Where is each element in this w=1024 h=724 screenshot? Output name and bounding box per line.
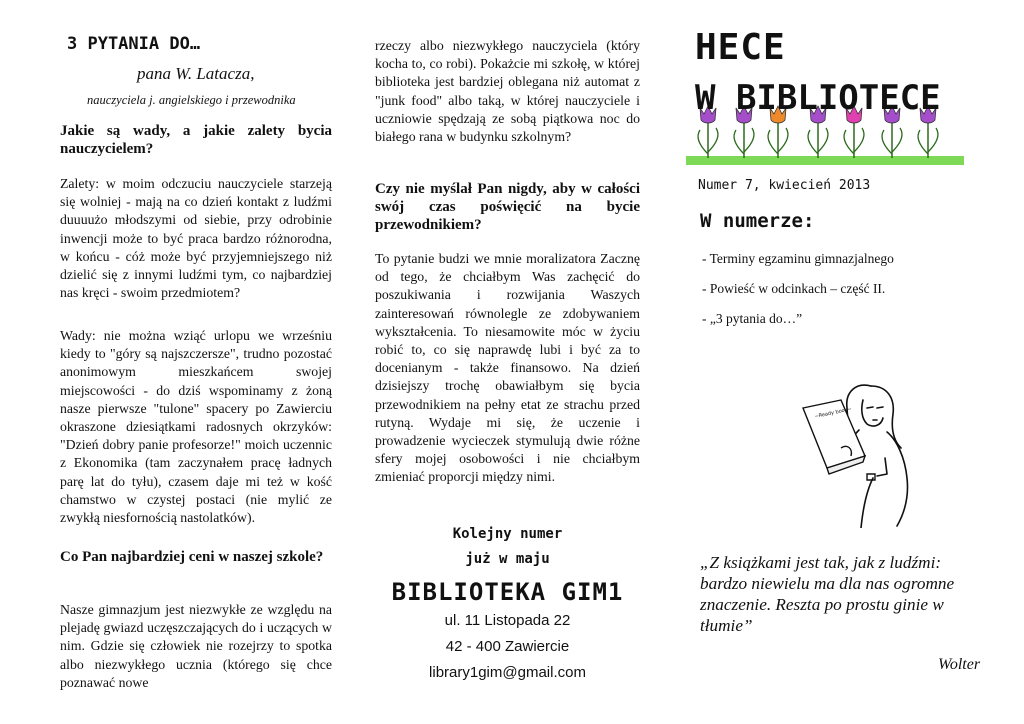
- masthead-title-line2: W BIBLIOTECE: [695, 78, 941, 118]
- toc-item: - „3 pytania do…”: [702, 311, 803, 326]
- next-issue-line-2: już w maju: [465, 551, 550, 567]
- answer-1-pros: Zalety: w moim odczuciu nauczyciele starzeją się wolniej - mają na co dzień kontakt z ludźmi duuuużo młodszymi od siebie, przy odrobinie inwencji może to być praca bardzo różnorodna, w końcu - cóż może być przyjemniejszego niż dzielić się z innymi ludźmi tym, co najbardziej nas kręci - swoim przedmiotem?: [60, 176, 332, 301]
- interviewee-name: pana W. Latacza,: [137, 64, 255, 83]
- library-name: BIBLIOTEKA GIM1: [391, 578, 624, 606]
- library-email[interactable]: library1gim@gmail.com: [429, 664, 586, 681]
- question-1: Jakie są wady, a jakie zalety bycia nauczycielem?: [60, 123, 332, 157]
- answer-2-continued: rzeczy albo niezwykłego nauczyciela (który kocha to, co robi). Pokażcie mi szkołę, w której biblioteka jest bardziej oblegana niż automat z "junk food" albo taką, w której nauczyciele i uczniowie spędzają ze sobą piątkowa noc do białego rana w budynku szkolnym?: [375, 38, 640, 145]
- quote-author: Wolter: [938, 656, 981, 673]
- interviewee-role: nauczyciela j. angielskiego i przewodnika: [87, 93, 296, 107]
- reading-girl-illustration: [801, 378, 921, 528]
- issue-number: Numer 7, kwiecień 2013: [698, 178, 871, 193]
- answer-2: Nasze gimnazjum jest niezwykłe ze względu na plejadę gwiazd uczęszczających do i uczących w nim. Gdzie się człowiek nie rozejrzy to spotka albo niezwykłego ucznia (którego się chce poznawać nowe: [60, 602, 332, 690]
- question-2: Co Pan najbardziej ceni w naszej szkole?: [60, 549, 324, 565]
- toc-item: - Terminy egzaminu gimnazjalnego: [702, 251, 894, 266]
- answer-1-cons: Wady: nie można wziąć urlopu we wrześniu kiedy to "góry są najszczersze", trudno pozostać anonimowym mieszkańcem swojej miejscowości - do dziś wspominamy z żoną nasze pierwsze "tulone" spacery po Zawierciu okraszone dziesiątkami radosnych okrzyków: "Dzień dobry panie profesorze!" moich uczennic z Ekonomika (tam zaczynałem pracę ładnych parę lat do tyłu), czasem daje mi też w kość chamstwo w czystej postaci (nie mylić ze zwykłą niesfornością nastolatków).: [60, 328, 332, 526]
- svg-text:~Ready book~: ~Ready book~: [814, 406, 853, 420]
- in-issue-heading: W numerze:: [700, 210, 815, 232]
- library-city: 42 - 400 Zawiercie: [445, 638, 570, 655]
- quote-text: „Z książkami jest tak, jak z ludźmi: bardzo niewielu ma dla nas ogromne znaczenie. Reszta po prostu ginie w tłumie”: [700, 553, 955, 635]
- masthead-title-line1: HECE: [695, 27, 786, 68]
- next-issue-line-1: Kolejny numer: [452, 526, 563, 542]
- library-street: ul. 11 Listopada 22: [444, 612, 571, 629]
- question-3: Czy nie myślał Pan nigdy, aby w całości swój czas poświęcić na bycie przewodnikiem?: [375, 181, 640, 233]
- toc-item: - Powieść w odcinkach – część II.: [702, 281, 886, 296]
- section-title: 3 PYTANIA DO…: [67, 34, 201, 54]
- answer-3: To pytanie budzi we mnie moralizatora Zacznę od tego, że chciałbym Was zachęcić do poszukiwania i rozwijania Waszych zainteresowań równolegle ze zdobywaniem wykształcenia. To niesamowite móc w życiu robić to, co się naprawdę lubi i być za to docenianym - także finansowo. Na dzień dzisiejszy trochę obawiałbym się bycia przewodnikiem na pełny etat ze strachu przed rutyną. Wydaje mi się, że uczenie i prowadzenie wycieczek stymulują dwie różne sfery mojej osobowości i nie chciałbym zmieniać proporcji między nimi.: [375, 251, 640, 485]
